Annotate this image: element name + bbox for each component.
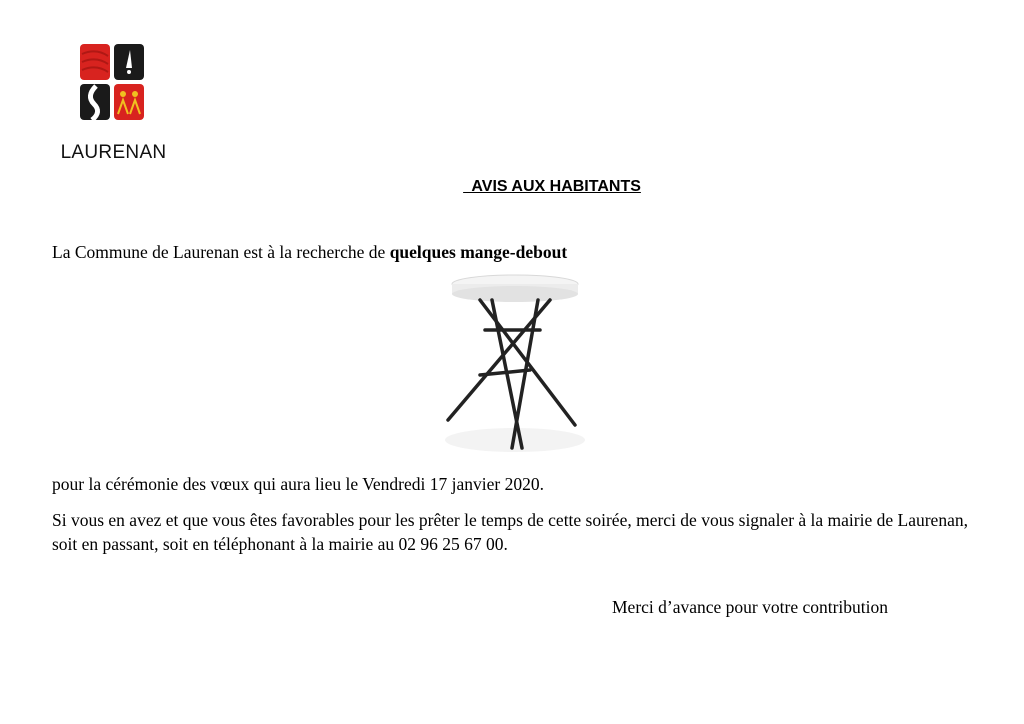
page-title (0, 178, 1024, 196)
ceremony-paragraph: pour la cérémonie des vœux qui aura lieu le Vendredi 17 janvier 2020. (52, 474, 544, 494)
logo-wordmark: LAURENAN (60, 142, 167, 163)
request-paragraph: Si vous en avez et que vous êtes favorables pour les prêter le temps de cette soirée, merci de vous signaler à la mairie de Laurenan, soit en passant, soit en téléphonant à la mairie au 02 96 25 67 00. (52, 510, 968, 554)
closing-signature: Merci d’avance pour votre contribution (612, 597, 889, 617)
title-text: AVIS AUX HABITANTS (463, 178, 641, 195)
mange-debout-table-image (430, 270, 600, 460)
laurenan-logo (52, 20, 175, 190)
intro-bold-text: quelques mange-debout (389, 242, 568, 262)
intro-paragraph (52, 240, 567, 264)
laurenan-emblem-icon (52, 20, 175, 140)
intro-text: La Commune de Laurenan est à la recherche de (52, 242, 390, 262)
bar-table-icon (430, 270, 600, 460)
